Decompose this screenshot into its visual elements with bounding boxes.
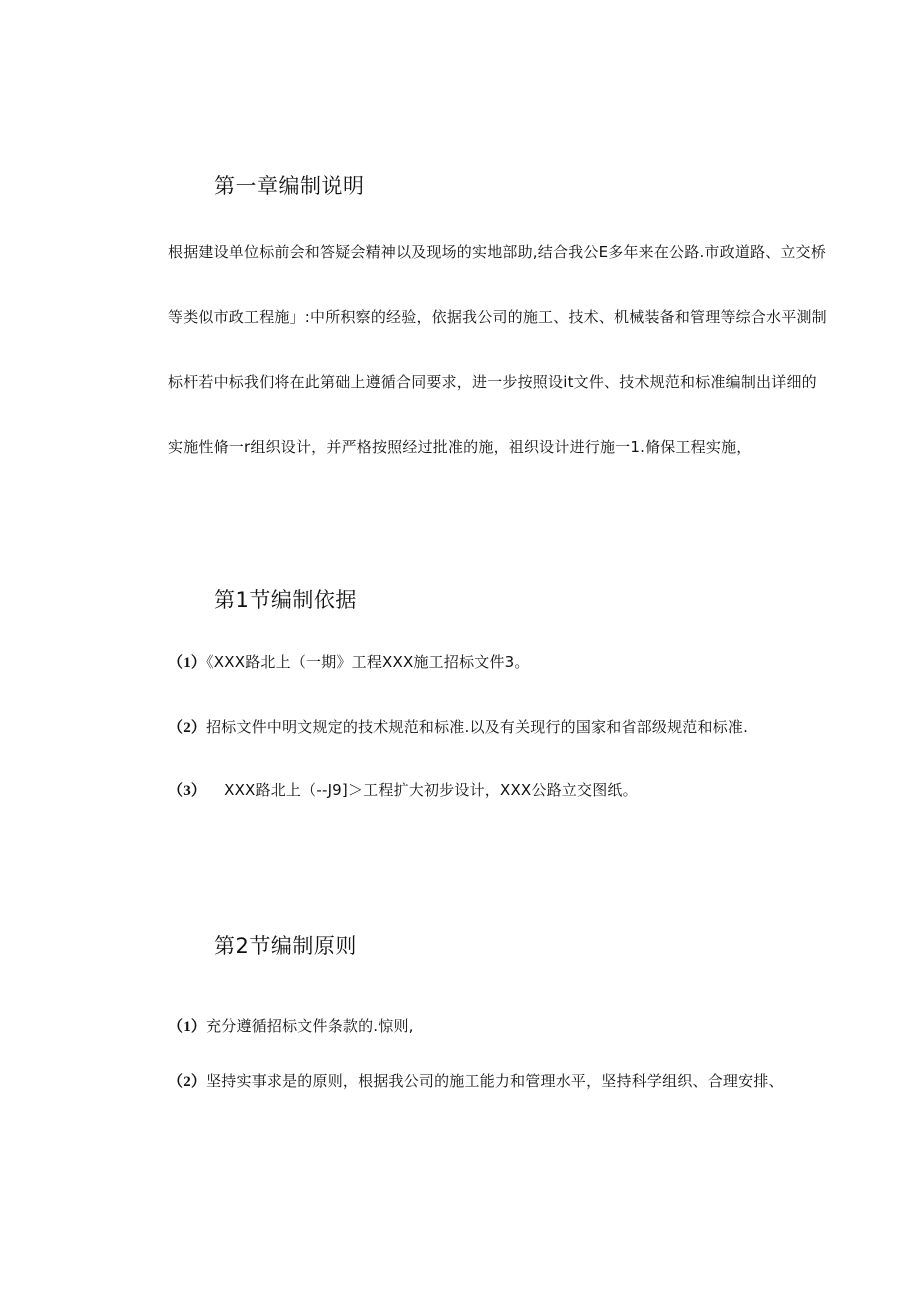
list-item-number: （1） [168, 655, 207, 671]
list-item [168, 651, 530, 672]
chapter-title: 第一章编制说明 [214, 174, 365, 198]
list-item [168, 716, 748, 737]
list-item-text: 充分遵循招标文件条款的.惊则, [206, 1017, 414, 1035]
section-2-title: 第2节编制原则 [214, 934, 357, 958]
section-1-title: 第1节编制依据 [214, 588, 357, 612]
list-item [168, 1015, 414, 1036]
list-item-text: 《XXX路北上（一期》工程XXX施工招标文件3。 [206, 653, 530, 671]
list-item-number: （2） [168, 1074, 207, 1090]
list-item [168, 1070, 784, 1091]
list-item-text: XXX路北上（--J9]＞工程扩大初步设计，XXX公路立交图纸。 [224, 781, 638, 799]
paragraph-line: 根据建设单位标前会和答疑会精神以及现场的实地部助,结合我公E多年来在公路.市政道路、立交桥 [168, 243, 827, 261]
list-item-number: （3） [168, 783, 207, 799]
paragraph-line: 等类似市政工程施」:中所积察的经验，依据我公司的施工、技术、机械装备和管理等综合水平測制 [168, 308, 827, 326]
list-item-number: （2） [168, 720, 207, 736]
list-item-text: 坚持实事求是的原则，根据我公司的施工能力和管理水平，坚持科学组织、合理安排、 [206, 1072, 784, 1090]
list-item-number: （1） [168, 1019, 207, 1035]
list-item-text: 招标文件中明文规定的技术规范和标准.以及有关现行的国家和省部级规范和标准. [206, 718, 749, 736]
list-item [168, 779, 638, 800]
paragraph-line: 标杆若中标我们将在此第础上遵循合同要求，进一步按照设it文件、技术规范和标准编制出详细的 [168, 373, 817, 391]
paragraph-line: 实施性脩一r组织设计，并严格按照经过批准的施，祖织设计进行施一1.脩保工程实施， [168, 438, 752, 456]
